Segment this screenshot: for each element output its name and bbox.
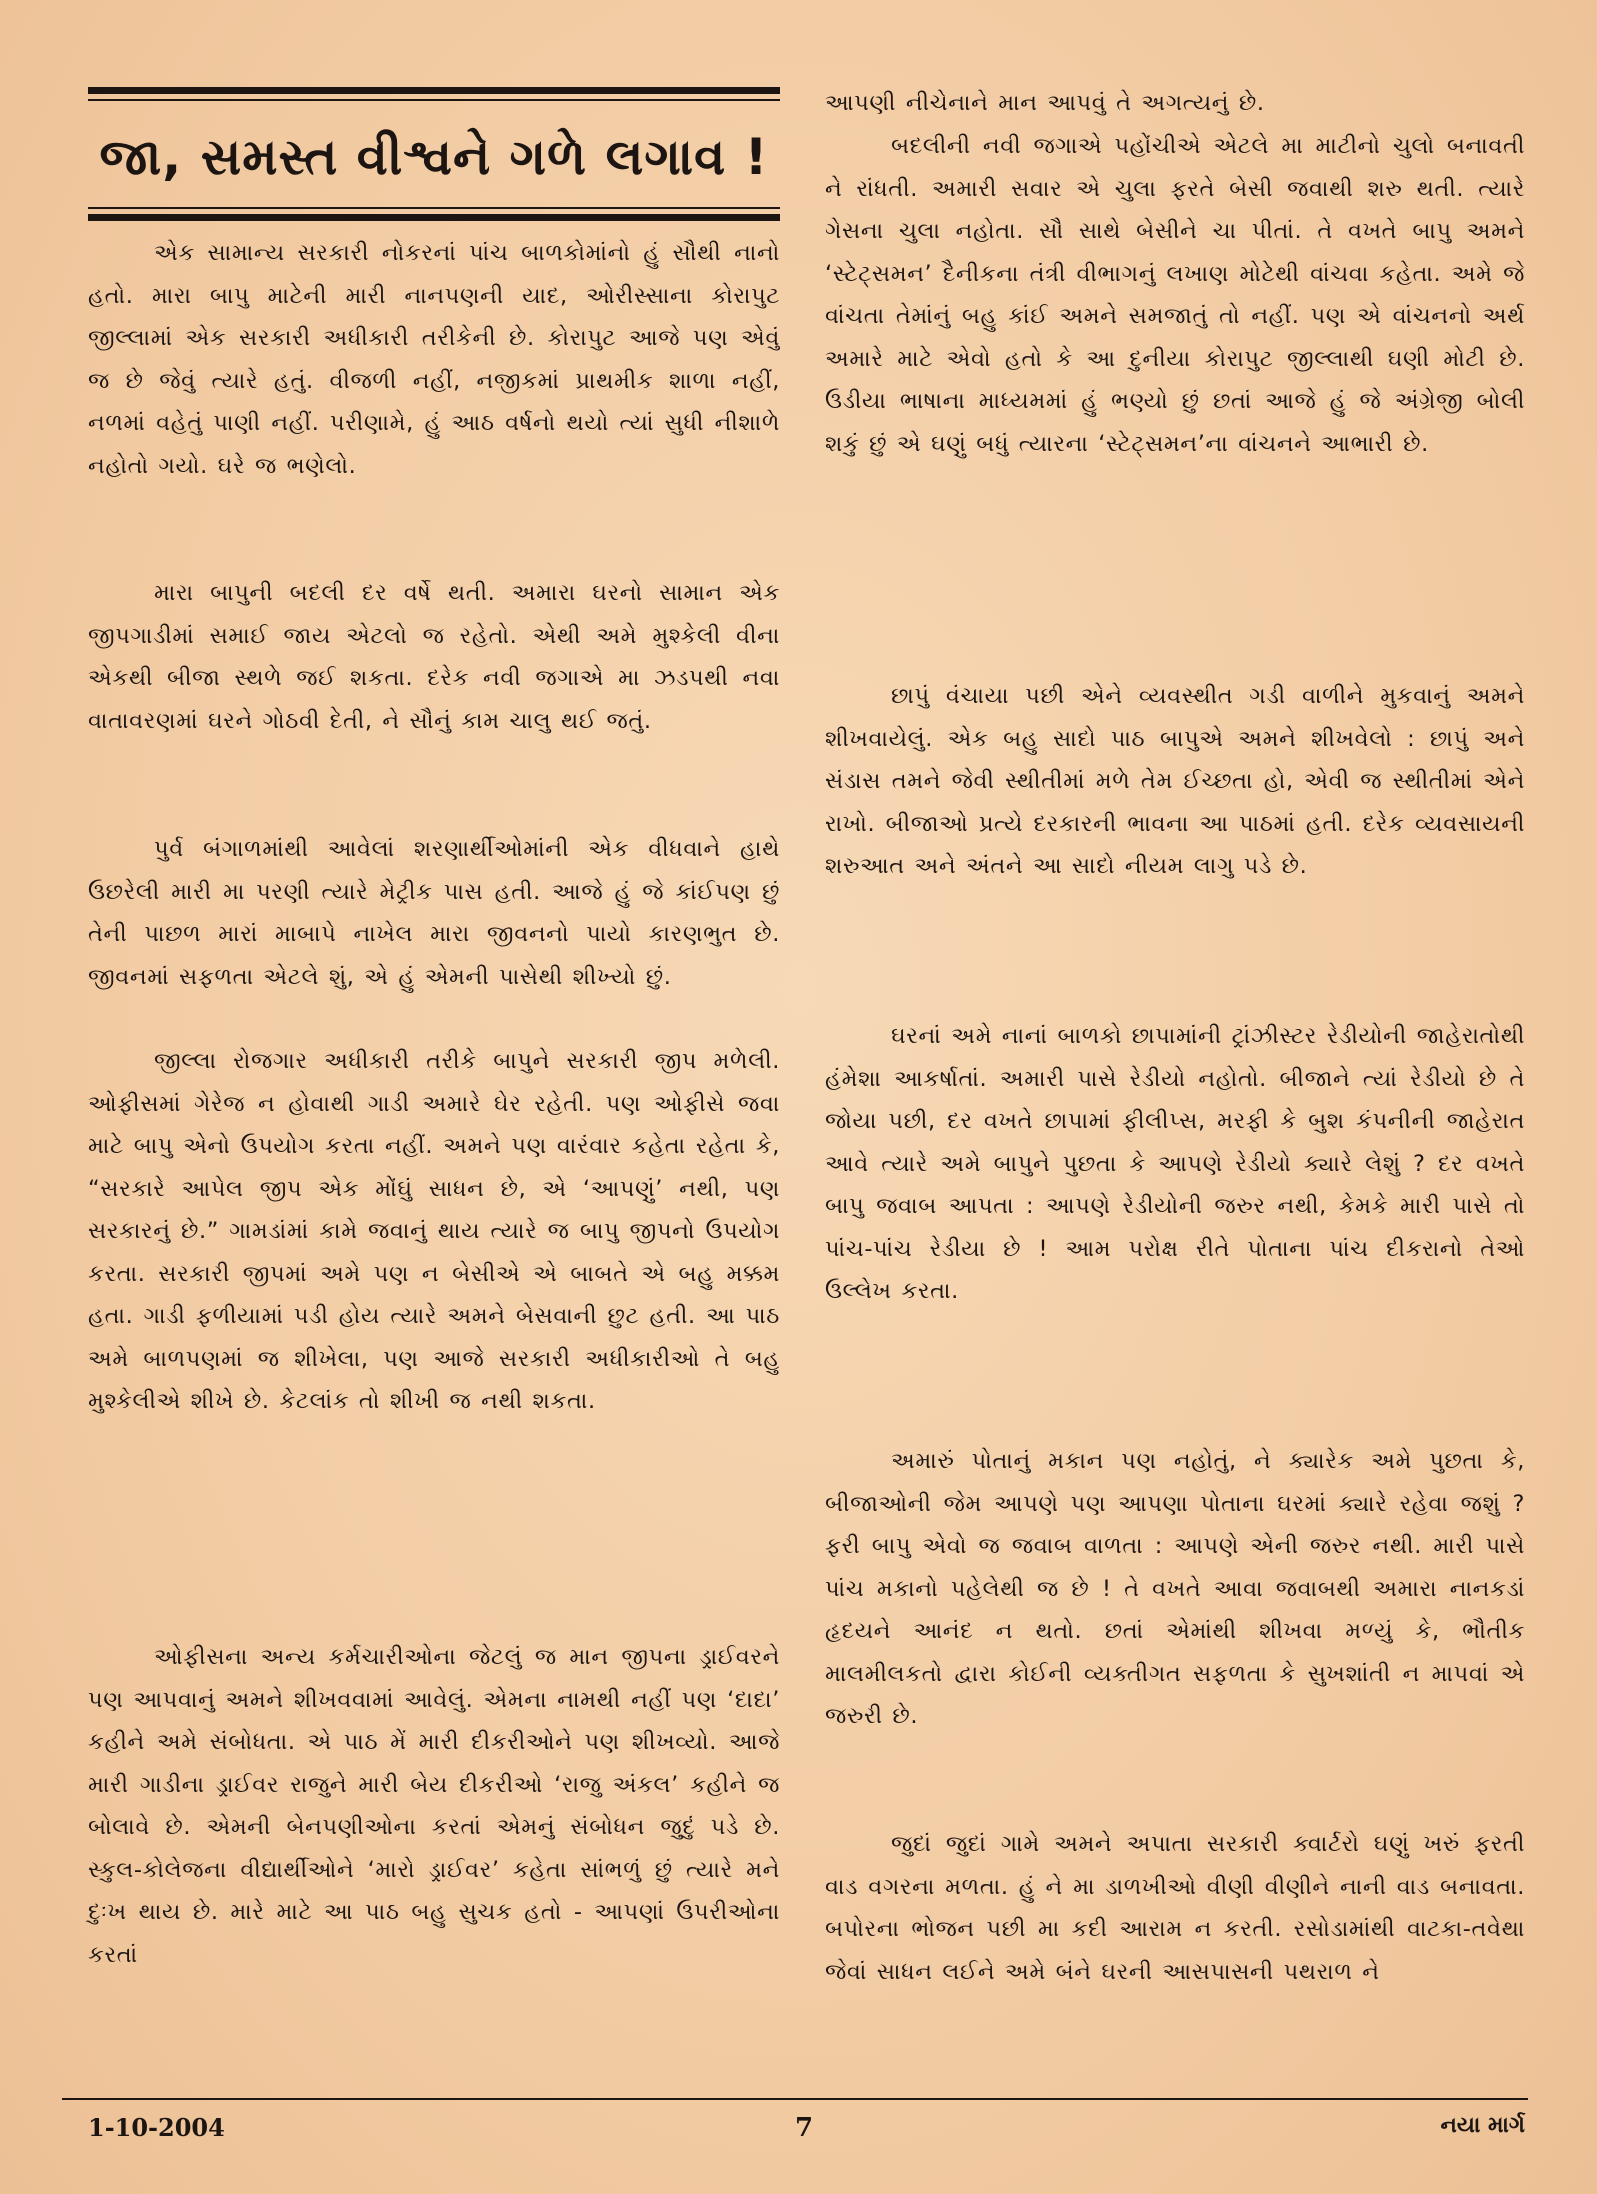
left-paragraph-2: મારા બાપુની બદલી દર વર્ષે થતી. અમારા ઘરનો સામાન એક જીપગાડીમાં સમાઈ જાય એટલો જ રહેતો. એથી અમે મુશ્કેલી વીના એકથી બીજા સ્થળે જઈ શકતા. દરેક નવી જગાએ મા ઝડપથી નવા વાતાવરણમાં ઘરને ગોઠવી દેતી, ને સૌનું કામ ચાલુ થઈ જતું. bbox=[88, 580, 780, 734]
right-paragraph-5: અમારું પોતાનું મકાન પણ નહોતું, ને ક્યારેક અમે પુછતા કે, બીજાઓની જેમ આપણે પણ આપણા પોતાના ઘરમાં ક્યારે રહેવા જશું ? ફરી બાપુ એવો જ જવાબ વાળતા : આપણે એની જરુર નથી. મારી પાસે પાંચ મકાનો પહેલેથી જ છે ! તે વખતે આવા જવાબથી અમારા નાનકડાં હૃદયને આનંદ ન થતો. છતાં એમાંથી શીખવા મળ્યું કે, ભૌતીક માલમીલકતો દ્વારા કોઈની વ્યક્તીગત સફળતા કે સુખશાંતી ન માપવાં એ જરુરી છે. bbox=[825, 1448, 1525, 1729]
right-paragraph-3: છાપું વંચાયા પછી એને વ્યવસ્થીત ગડી વાળીને મુકવાનું અમને શીખવાયેલું. એક બહુ સાદો પાઠ બાપુએ અમને શીખવેલો : છાપું અને સંડાસ તમને જેવી સ્થીતીમાં મળે તેમ ઈચ્છતા હો, એવી જ સ્થીતીમાં એને રાખો. બીજાઓ પ્રત્યે દરકારની ભાવના આ પાઠમાં હતી. દરેક વ્યવસાયની શરુઆત અને અંતને આ સાદો નીયમ લાગુ પડે છે. bbox=[825, 683, 1525, 879]
title-rule-bottom-thin bbox=[88, 207, 780, 209]
right-paragraph-6: જુદાં જુદાં ગામે અમને અપાતા સરકારી ક્વાર્ટરો ઘણું ખરું ફરતી વાડ વગરના મળતા. હું ને મા ડાળખીઓ વીણી વીણીને નાની વાડ બનાવતા. બપોરના ભોજન પછી મા કદી આરામ ન કરતી. રસોડામાંથી વાટકા-તવેથા જેવાં સાધન લઈને અમે બંને ઘરની આસપાસની પથરાળ ને bbox=[825, 1831, 1525, 1985]
footer-publication: નયા માર્ગ bbox=[1440, 2113, 1525, 2138]
article-title: જા, સમસ્ત વીશ્વને ગળે લગાવ ! bbox=[99, 128, 769, 186]
right-paragraph-2: બદલીની નવી જગાએ પહોંચીએ એટલે મા માટીનો ચુલો બનાવતી ને રાંધતી. અમારી સવાર એ ચુલા ફરતે બેસી જવાથી શરુ થતી. ત્યારે ગેસના ચુલા નહોતા. સૌ સાથે બેસીને ચા પીતાં. તે વખતે બાપુ અમને ‘સ્ટેટ્સમન’ દૈનીકના તંત્રી વીભાગનું લખાણ મોટેથી વાંચવા કહેતા. અમે જે વાંચતા તેમાંનું બહુ કાંઈ અમને સમજાતું તો નહીં. પણ એ વાંચનનો અર્થ અમારે માટે એવો હતો કે આ દુનીયા કોરાપુટ જીલ્લાથી ઘણી મોટી છે. ઉડીયા ભાષાના માધ્યમમાં હું ભણ્યો છું છતાં આજે હું જે અંગ્રેજી બોલી શકું છું એ ઘણું બધું ત્યારના ‘સ્ટેટ્સમન’ના વાંચનને આભારી છે. bbox=[825, 133, 1526, 457]
right-paragraph-4: ઘરનાં અમે નાનાં બાળકો છાપામાંની ટ્રાંઝીસ્ટર રેડીયોની જાહેરાતોથી હંમેશા આકર્ષાતાં. અમારી પાસે રેડીયો નહોતો. બીજાને ત્યાં રેડીયો છે તે જોયા પછી, દર વખતે છાપામાં ફીલીપ્સ, મરફી કે બુશ કંપનીની જાહેરાત આવે ત્યારે અમે બાપુને પુછતા કે આપણે રેડીયો ક્યારે લેશું ? દર વખતે બાપુ જવાબ આપતા : આપણે રેડીયોની જરુર નથી, કેમકે મારી પાસે તો પાંચ-પાંચ રેડીયા છે ! આમ પરોક્ષ રીતે પોતાના પાંચ દીકરાનો તેઓ ઉલ્લેખ કરતા. bbox=[825, 1023, 1525, 1304]
right-paragraph-1: આપણી નીચેનાને માન આપવું તે અગત્યનું છે. bbox=[825, 90, 1265, 116]
footer-date: 1-10-2004 bbox=[88, 2113, 225, 2142]
left-paragraph-4: જીલ્લા રોજગાર અધીકારી તરીકે બાપુને સરકારી જીપ મળેલી. ઓફીસમાં ગેરેજ ન હોવાથી ગાડી અમારે ઘેર રહેતી. પણ ઓફીસે જવા માટે બાપુ એનો ઉપયોગ કરતા નહીં. અમને પણ વારંવાર કહેતા રહેતા કે, “સરકારે આપેલ જીપ એક મોંઘું સાધન છે, એ ‘આપણું’ નથી, પણ સરકારનું છે.” ગામડાંમાં કામે જવાનું થાય ત્યારે જ બાપુ જીપનો ઉપયોગ કરતા. સરકારી જીપમાં અમે પણ ન બેસીએ એ બાબતે એ બહુ મક્કમ હતા. ગાડી ફળીયામાં પડી હોય ત્યારે અમને બેસવાની છુટ હતી. આ પાઠ અમે બાળપણમાં જ શીખેલા, પણ આજે સરકારી અધીકારીઓ તે બહુ મુશ્કેલીએ શીખે છે. કેટલાંક તો શીખી જ નથી શકતા. bbox=[88, 1048, 780, 1414]
footer-page-number: 7 bbox=[795, 2113, 814, 2143]
title-rule-bottom-thick bbox=[88, 214, 780, 221]
left-paragraph-5: ઓફીસના અન્ય કર્મચારીઓના જેટલું જ માન જીપના ડ્રાઈવરને પણ આપવાનું અમને શીખવવામાં આવેલું. એમના નામથી નહીં પણ ‘દાદા’ કહીને અમે સંબોધતા. એ પાઠ મેં મારી દીકરીઓને પણ શીખવ્યો. આજે મારી ગાડીના ડ્રાઈવર રાજુને મારી બેય દીકરીઓ ‘રાજુ અંકલ’ કહીને જ બોલાવે છે. એમની બેનપણીઓના કરતાં એમનું સંબોધન જુદું પડે છે. સ્કુલ-કોલેજના વીદ્યાર્થીઓને ‘મારો ડ્રાઈવર’ કહેતા સાંભળું છું ત્યારે મને દુઃખ થાય છે. મારે માટે આ પાઠ બહુ સુચક હતો - આપણાં ઉપરીઓના કરતાં bbox=[88, 1644, 780, 1968]
footer-rule bbox=[62, 2098, 1528, 2100]
title-rule-top-thin bbox=[88, 99, 780, 101]
left-paragraph-1: એક સામાન્ય સરકારી નોકરનાં પાંચ બાળકોમાંનો હું સૌથી નાનો હતો. મારા બાપુ માટેની મારી નાનપણની યાદ, ઓરીસ્સાના કોરાપુટ જીલ્લામાં એક સરકારી અધીકારી તરીકેની છે. કોરાપુટ આજે પણ એવું જ છે જેવું ત્યારે હતું. વીજળી નહીં, નજીકમાં પ્રાથમીક શાળા નહીં, નળમાં વહેતું પાણી નહીં. પરીણામે, હું આઠ વર્ષનો થયો ત્યાં સુધી નીશાળે નહોતો ગયો. ઘરે જ ભણેલો. bbox=[88, 240, 780, 479]
left-paragraph-3: પુર્વ બંગાળમાંથી આવેલાં શરણાર્થીઓમાંની એક વીધવાને હાથે ઉછરેલી મારી મા પરણી ત્યારે મેટ્રીક પાસ હતી. આજે હું જે કાંઈપણ છું તેની પાછળ મારાં માબાપે નાખેલ મારા જીવનનો પાયો કારણભુત છે. જીવનમાં સફળતા એટલે શું, એ હું એમની પાસેથી શીખ્યો છું. bbox=[88, 836, 780, 990]
title-rule-top-thick bbox=[88, 87, 780, 94]
